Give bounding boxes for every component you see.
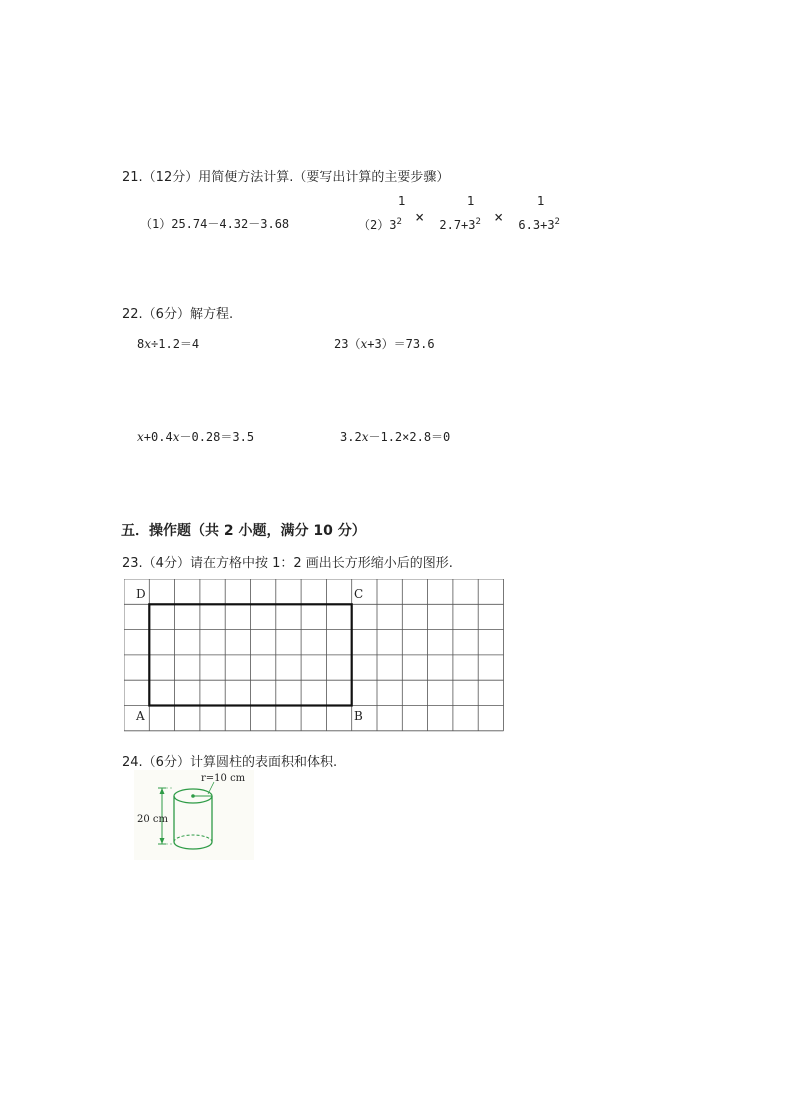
equation-3-var2: x <box>172 430 180 444</box>
equation-1-rest: ÷1.2＝4 <box>151 337 200 351</box>
equation-4-coef: 3.2 <box>340 430 362 444</box>
vertex-label-d: D <box>136 587 146 601</box>
q21-fraction-numerator-1: 1 <box>398 194 406 208</box>
vertex-label-a: A <box>136 709 145 723</box>
q21-part2-middle: 2.7+3 <box>439 218 476 232</box>
equation-4-var: x <box>361 430 369 444</box>
vertex-label-b: B <box>354 709 363 723</box>
equation-2-rest: +3）＝73.6 <box>367 337 435 351</box>
equation-2-start: 23（ <box>334 337 361 351</box>
times-sign-1: × <box>415 208 425 226</box>
q24-title: 24.（6分）计算圆柱的表面积和体积. <box>122 755 338 770</box>
q21-part1: （1）25.74－4.32－3.68 <box>140 217 290 231</box>
equation-3-mid: +0.4 <box>143 430 173 444</box>
q21-exp2: 2 <box>475 217 481 227</box>
q21-part2 <box>358 208 560 233</box>
q21-fraction-numerator-3: 1 <box>537 194 545 208</box>
equation-1-coef: 8 <box>137 337 145 351</box>
q21-exp1: 2 <box>396 217 402 227</box>
q21-title: 21.（12分）用简便方法计算.（要写出计算的主要步骤） <box>122 170 450 185</box>
equation-1-var: x <box>144 337 152 351</box>
height-label: 20 cm <box>137 814 168 825</box>
equation-3 <box>137 428 254 445</box>
equation-4-rest: －1.2×2.8＝0 <box>368 430 451 444</box>
q21-exp3: 2 <box>554 217 560 227</box>
equation-4 <box>340 428 450 445</box>
equation-2-var: x <box>360 337 368 351</box>
section-title: 五．操作题（共 2 小题，满分 10 分） <box>121 523 366 539</box>
equation-1 <box>137 335 199 352</box>
equation-3-rest: －0.28＝3.5 <box>179 430 255 444</box>
cylinder-figure <box>134 770 254 864</box>
square-grid[interactable] <box>124 579 506 733</box>
q21-fraction-numerator-2: 1 <box>467 194 475 208</box>
equation-2 <box>334 335 435 352</box>
radius-label: r=10 cm <box>201 773 246 784</box>
q21-part2-label: （2）3 <box>358 218 397 232</box>
vertex-label-c: C <box>354 587 364 601</box>
equation-3-var1: x <box>137 430 144 444</box>
q21-part2-end: 6.3+3 <box>518 218 555 232</box>
q22-title: 22.（6分）解方程. <box>122 307 234 322</box>
times-sign-2: × <box>494 208 504 226</box>
q23-title: 23.（4分）请在方格中按 1：2 画出长方形缩小后的图形. <box>122 556 453 571</box>
